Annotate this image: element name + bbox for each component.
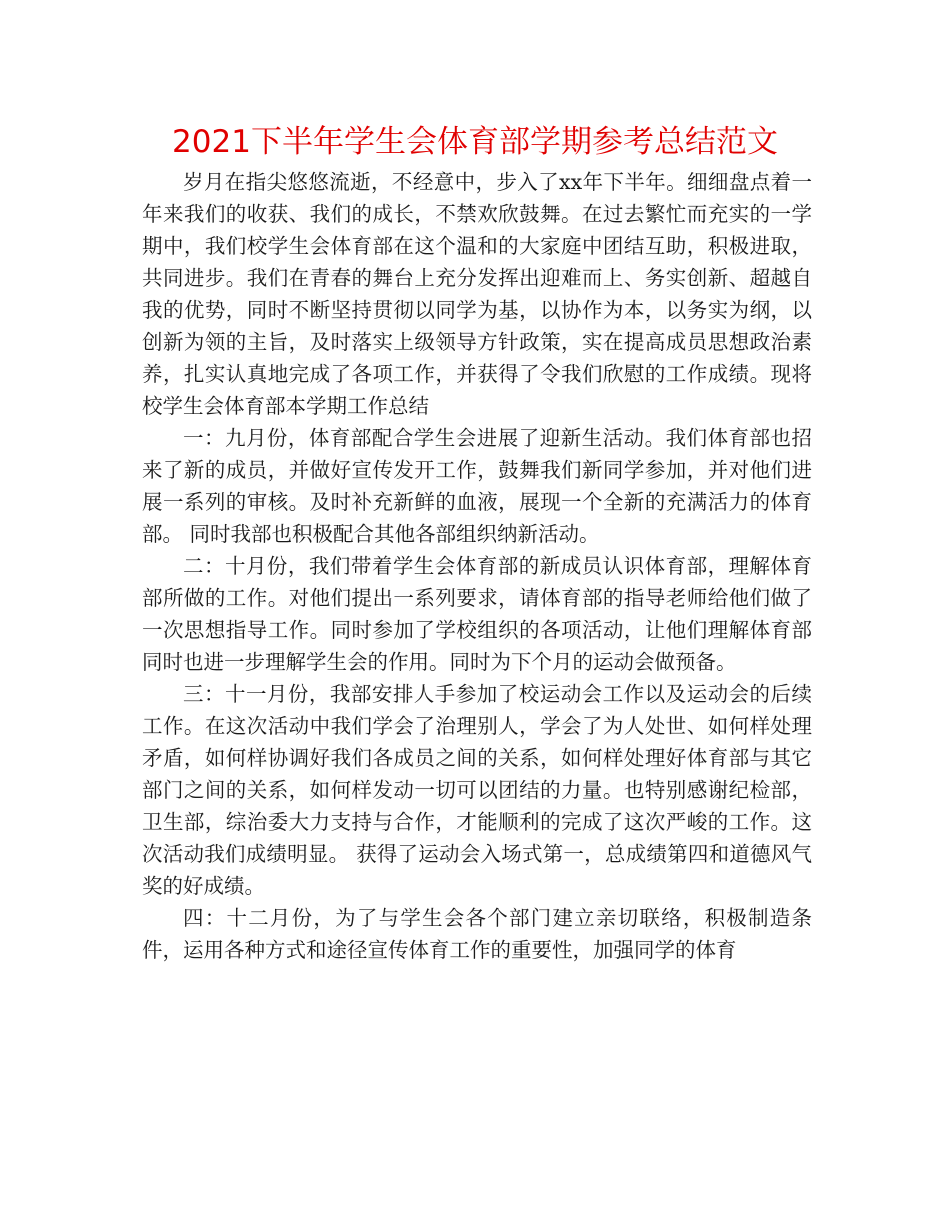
paragraph-december: 四：十二月份，为了与学生会各个部门建立亲切联络，积极制造条件，运用各种方式和途径宣传体育工作的重要性，加强同学的体育 xyxy=(142,906,812,962)
paragraph-november: 三：十一月份，我部安排人手参加了校运动会工作以及运动会的后续工作。在这次活动中我们学会了治理别人，学会了为人处世、如何样处理矛盾，如何样协调好我们各成员之间的关系，如何样处理好体育部与其它部门之间的关系，如何样发动一切可以团结的力量。也特别感谢纪检部，卫生部，综治委大力支持与合作，才能顺利的完成了这次严峻的工作。这次活动我们成绩明显。 获得了运动会入场式第一，总成绩第四和道德风气奖的好成绩。 xyxy=(142,682,812,898)
document-body xyxy=(142,166,812,966)
paragraph-october: 二：十月份，我们带着学生会体育部的新成员认识体育部，理解体育部所做的工作。对他们提出一系列要求，请体育部的指导老师给他们做了一次思想指导工作。同时参加了学校组织的各项活动，让他们理解体育部同时也进一步理解学生会的作用。同时为下个月的运动会做预备。 xyxy=(142,554,812,674)
paragraph-september: 一：九月份，体育部配合学生会进展了迎新生活动。我们体育部也招来了新的成员，并做好宣传发开工作，鼓舞我们新同学参加，并对他们进展一系列的审核。及时补充新鲜的血液，展现一个全新的充满活力的体育部。 同时我部也积极配合其他各部组织纳新活动。 xyxy=(142,426,812,546)
document-title: 2021下半年学生会体育部学期参考总结范文 xyxy=(172,124,778,160)
paragraph-intro: 岁月在指尖悠悠流逝，不经意中，步入了xx年下半年。细细盘点着一年来我们的收获、我们的成长，不禁欢欣鼓舞。在过去繁忙而充实的一学期中，我们校学生会体育部在这个温和的大家庭中团结互助，积极进取，共同进步。我们在青春的舞台上充分发挥出迎难而上、务实创新、超越自我的优势，同时不断坚持贯彻以同学为基，以协作为本，以务实为纲，以创新为领的主旨，及时落实上级领导方针政策，实在提高成员思想政治素养，扎实认真地完成了各项工作，并获得了令我们欣慰的工作成绩。现将校学生会体育部本学期工作总结 xyxy=(142,170,812,418)
